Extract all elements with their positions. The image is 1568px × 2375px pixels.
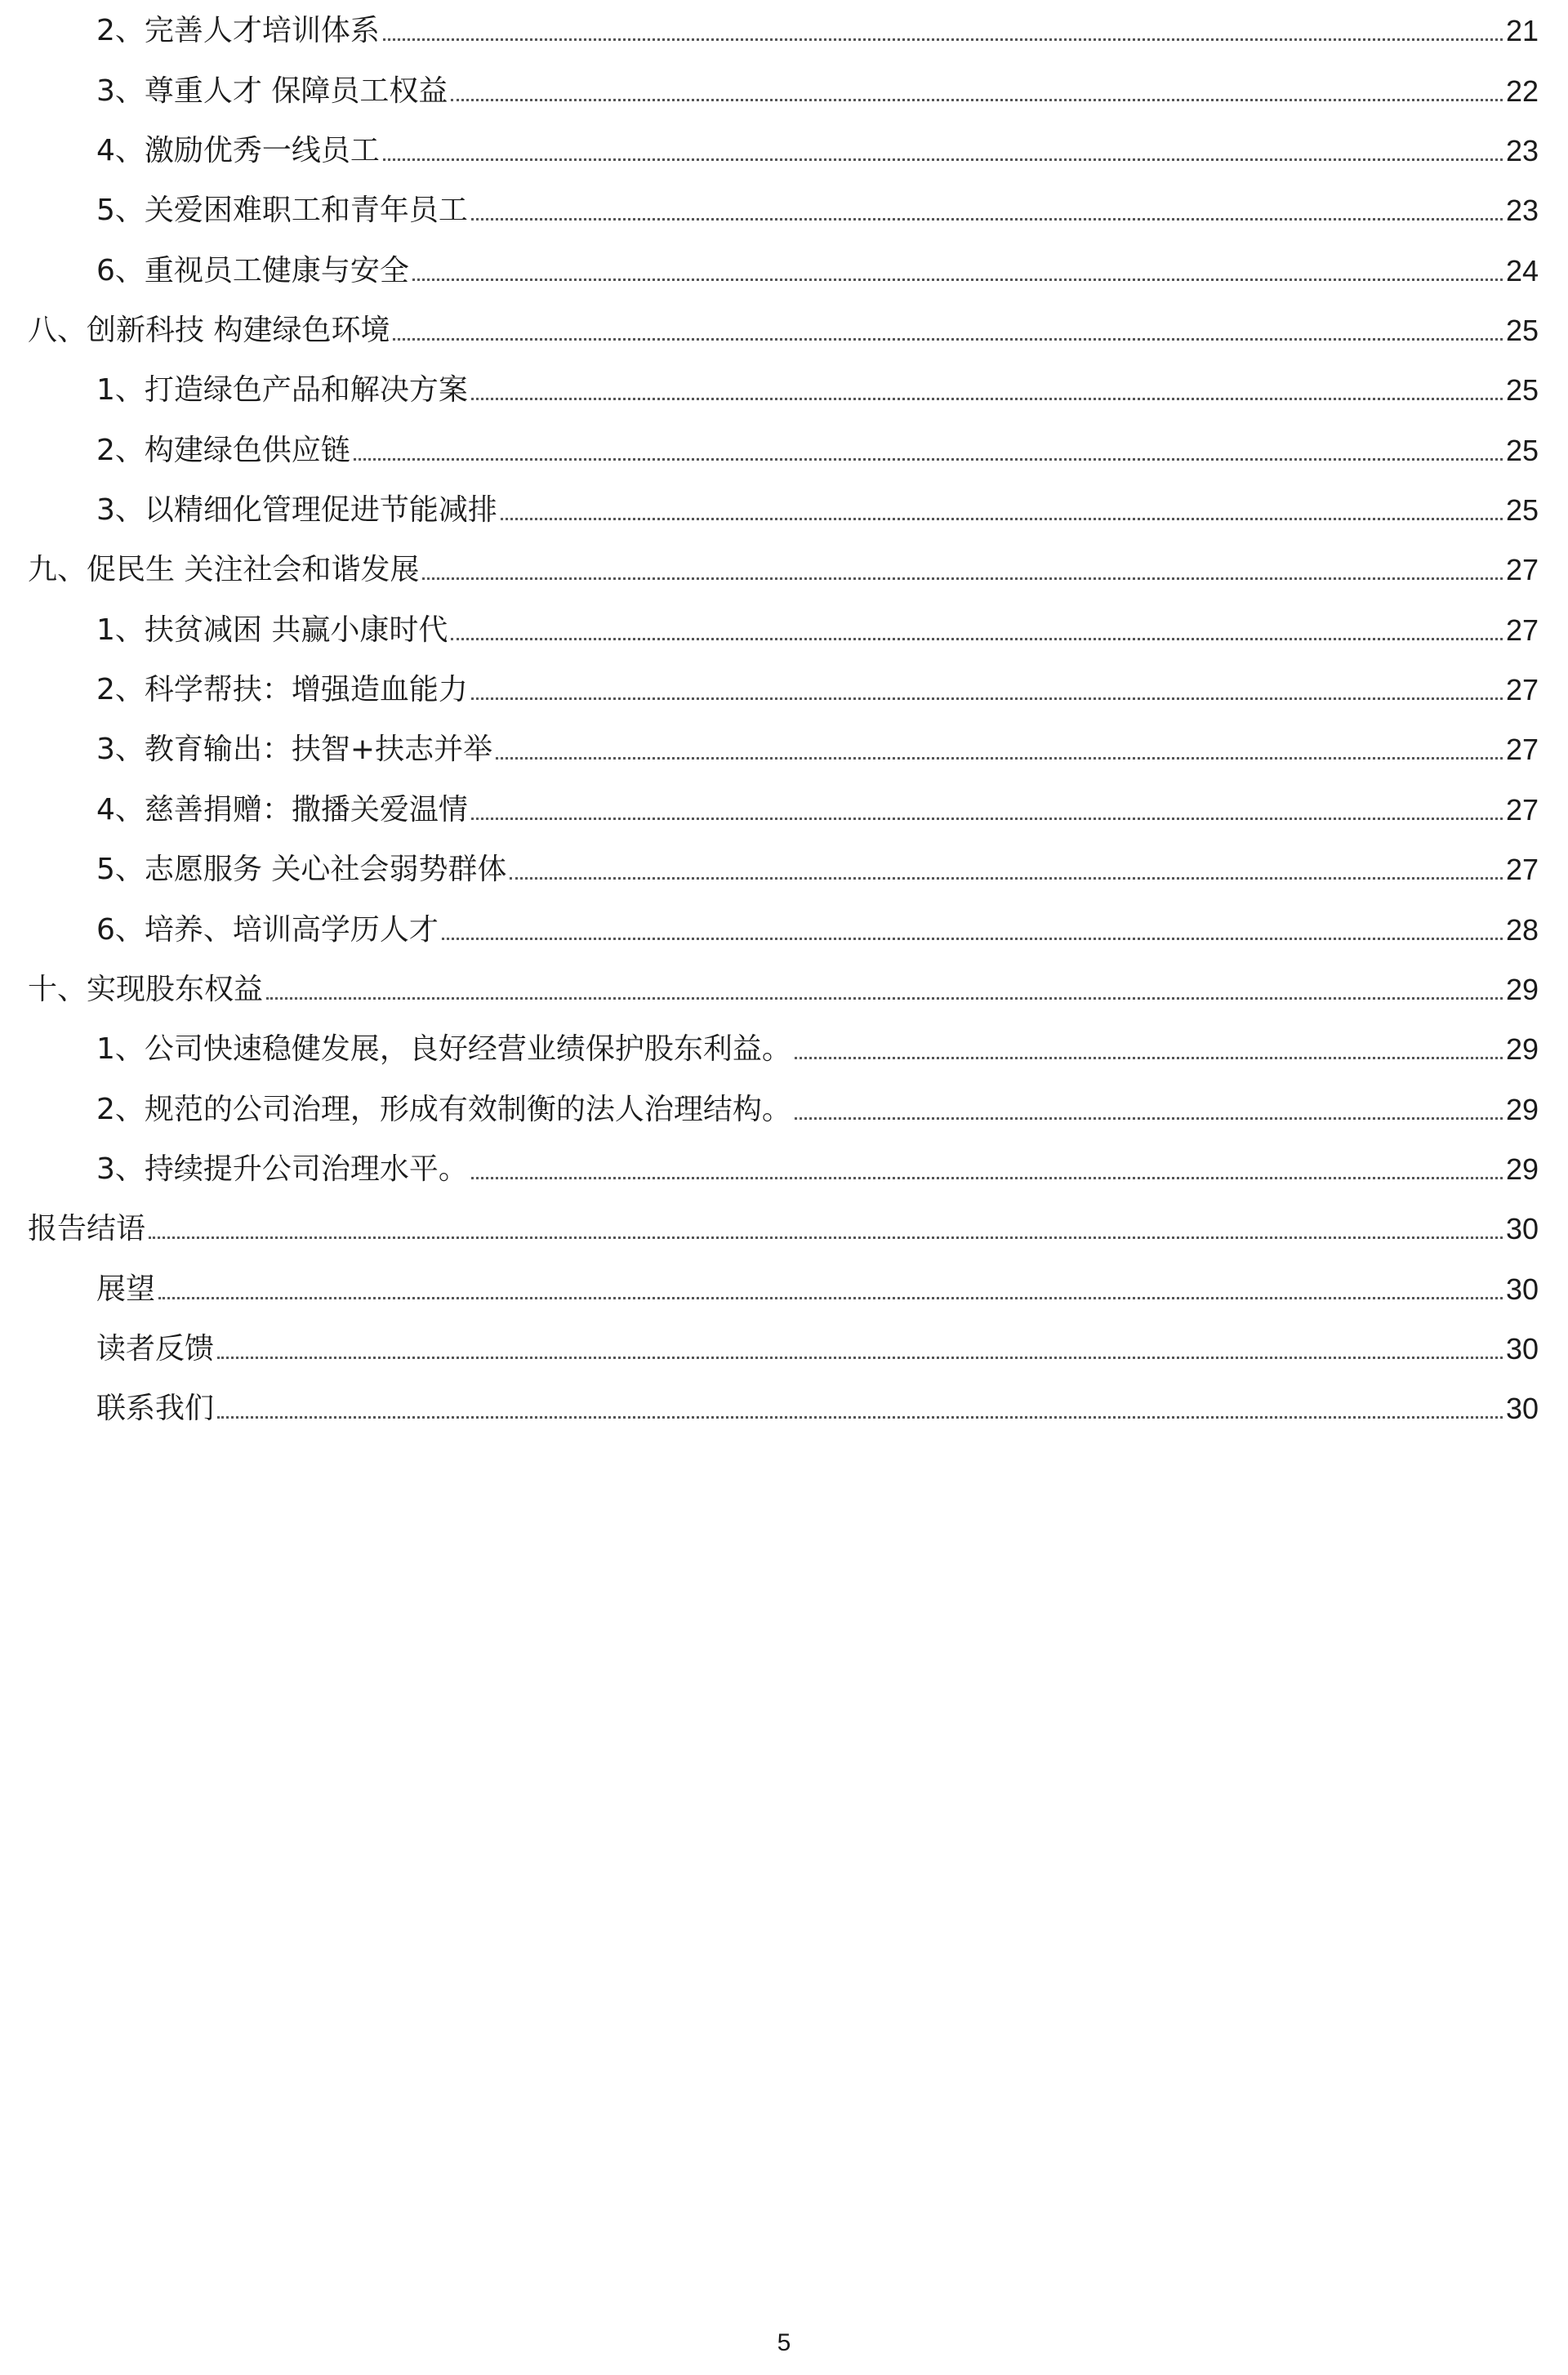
toc-entry-title: 4、激励优秀一线员工	[96, 134, 380, 168]
toc-entry-page-number: 30	[1505, 1272, 1539, 1306]
toc-entry-title: 6、培养、培训高学历人才	[96, 912, 439, 947]
toc-section-entry[interactable]	[28, 959, 1539, 1018]
toc-entry-title: 5、关爱困难职工和青年员工	[96, 194, 468, 228]
toc-subsection-entry[interactable]	[28, 839, 1539, 898]
toc-dot-leader	[471, 218, 1503, 221]
toc-entry-page-number: 25	[1505, 373, 1539, 408]
toc-subsection-entry[interactable]	[28, 180, 1539, 239]
toc-entry-page-number: 30	[1505, 1392, 1539, 1426]
toc-entry-title: 报告结语	[28, 1212, 146, 1246]
toc-entry-page-number: 25	[1505, 314, 1539, 348]
toc-entry-page-number: 27	[1505, 613, 1539, 647]
toc-dot-leader	[354, 458, 1503, 461]
toc-subsection-entry[interactable]	[28, 1078, 1539, 1138]
toc-entry-title: 2、构建绿色供应链	[96, 433, 350, 467]
toc-dot-leader	[422, 577, 1503, 580]
toc-subsection-entry[interactable]	[28, 898, 1539, 958]
toc-section-entry[interactable]	[28, 1198, 1539, 1258]
toc-dot-leader	[795, 1117, 1503, 1120]
toc-entry-title: 2、科学帮扶：增强造血能力	[96, 673, 468, 707]
toc-subsection-entry[interactable]	[28, 479, 1539, 539]
toc-entry-page-number: 23	[1505, 194, 1539, 228]
toc-subsection-entry[interactable]	[28, 239, 1539, 299]
toc-dot-leader	[412, 278, 1503, 281]
toc-subsection-entry[interactable]	[28, 60, 1539, 119]
toc-dot-leader	[158, 1297, 1503, 1299]
toc-dot-leader	[471, 1177, 1503, 1179]
toc-entry-page-number: 22	[1505, 74, 1539, 108]
toc-entry-title: 4、慈善捐赠：撒播关爱温情	[96, 792, 468, 827]
toc-subsection-entry[interactable]	[28, 120, 1539, 180]
toc-entry-page-number: 29	[1505, 1092, 1539, 1126]
toc-entry-title: 1、公司快速稳健发展，良好经营业绩保护股东利益。	[96, 1032, 791, 1067]
toc-entry-page-number: 27	[1505, 553, 1539, 587]
toc-subsection-entry[interactable]	[28, 659, 1539, 719]
toc-entry-title: 3、以精细化管理促进节能减排	[96, 493, 497, 528]
toc-dot-leader	[471, 398, 1503, 400]
footer-page-number: 5	[777, 2329, 791, 2356]
toc-entry-page-number: 21	[1505, 14, 1539, 48]
toc-entry-page-number: 27	[1505, 792, 1539, 827]
toc-dot-leader	[795, 1057, 1503, 1059]
toc-subsection-entry[interactable]	[28, 359, 1539, 419]
toc-subsection-entry[interactable]	[28, 599, 1539, 658]
toc-subsection-entry[interactable]	[28, 0, 1539, 60]
toc-entry-title: 展望	[96, 1272, 156, 1306]
toc-entry-title: 5、志愿服务 关心社会弱势群体	[96, 853, 507, 887]
toc-dot-leader	[217, 1416, 1503, 1419]
toc-dot-leader	[471, 697, 1503, 700]
toc-entry-page-number: 28	[1505, 912, 1539, 947]
toc-entry-title: 十、实现股东权益	[28, 972, 264, 1006]
toc-entry-page-number: 30	[1505, 1212, 1539, 1246]
toc-entry-title: 联系我们	[96, 1392, 215, 1426]
toc-entry-title: 1、打造绿色产品和解决方案	[96, 373, 468, 408]
toc-dot-leader	[393, 338, 1503, 341]
toc-entry-page-number: 29	[1505, 1032, 1539, 1067]
toc-entry-title: 1、扶贫减困 共赢小康时代	[96, 613, 448, 647]
toc-entry-title: 3、持续提升公司治理水平。	[96, 1152, 468, 1186]
toc-entry-page-number: 24	[1505, 253, 1539, 287]
toc-subsection-entry[interactable]	[28, 1138, 1539, 1198]
toc-subsection-entry[interactable]	[28, 1018, 1539, 1078]
toc-dot-leader	[496, 757, 1503, 760]
toc-subsection-entry[interactable]	[28, 419, 1539, 479]
toc-entry-title: 九、促民生 关注社会和谐发展	[28, 553, 420, 587]
toc-entry-page-number: 29	[1505, 972, 1539, 1006]
toc-dot-leader	[383, 38, 1503, 41]
toc-subsection-entry[interactable]	[28, 1258, 1539, 1317]
toc-entry-page-number: 23	[1505, 134, 1539, 168]
toc-entry-page-number: 25	[1505, 493, 1539, 528]
toc-entry-page-number: 27	[1505, 853, 1539, 887]
toc-subsection-entry[interactable]	[28, 1318, 1539, 1378]
toc-dot-leader	[383, 158, 1503, 161]
toc-entry-page-number: 27	[1505, 733, 1539, 767]
toc-subsection-entry[interactable]	[28, 778, 1539, 838]
toc-dot-leader	[451, 99, 1503, 101]
toc-subsection-entry[interactable]	[28, 719, 1539, 778]
toc-dot-leader	[510, 877, 1503, 880]
toc-dot-leader	[217, 1357, 1503, 1359]
toc-entry-page-number: 27	[1505, 673, 1539, 707]
toc-subsection-entry[interactable]	[28, 1378, 1539, 1437]
toc-dot-leader	[501, 518, 1503, 520]
toc-dot-leader	[266, 997, 1503, 1000]
toc-section-entry[interactable]	[28, 539, 1539, 599]
toc-entry-page-number: 29	[1505, 1152, 1539, 1186]
toc-entry-page-number: 30	[1505, 1331, 1539, 1366]
toc-entry-title: 3、尊重人才 保障员工权益	[96, 74, 448, 108]
toc-dot-leader	[442, 938, 1503, 940]
toc-entry-title: 3、教育输出：扶智+扶志并举	[96, 733, 493, 767]
toc-section-entry[interactable]	[28, 300, 1539, 359]
toc-entry-title: 2、完善人才培训体系	[96, 14, 380, 48]
toc-entry-title: 2、规范的公司治理，形成有效制衡的法人治理结构。	[96, 1092, 791, 1126]
toc-entry-title: 读者反馈	[96, 1331, 215, 1366]
toc-entry-page-number: 25	[1505, 433, 1539, 467]
table-of-contents	[28, 0, 1539, 1437]
toc-dot-leader	[149, 1237, 1503, 1239]
toc-entry-title: 6、重视员工健康与安全	[96, 253, 409, 287]
toc-dot-leader	[471, 818, 1503, 820]
toc-entry-title: 八、创新科技 构建绿色环境	[28, 314, 390, 348]
toc-dot-leader	[451, 638, 1503, 640]
